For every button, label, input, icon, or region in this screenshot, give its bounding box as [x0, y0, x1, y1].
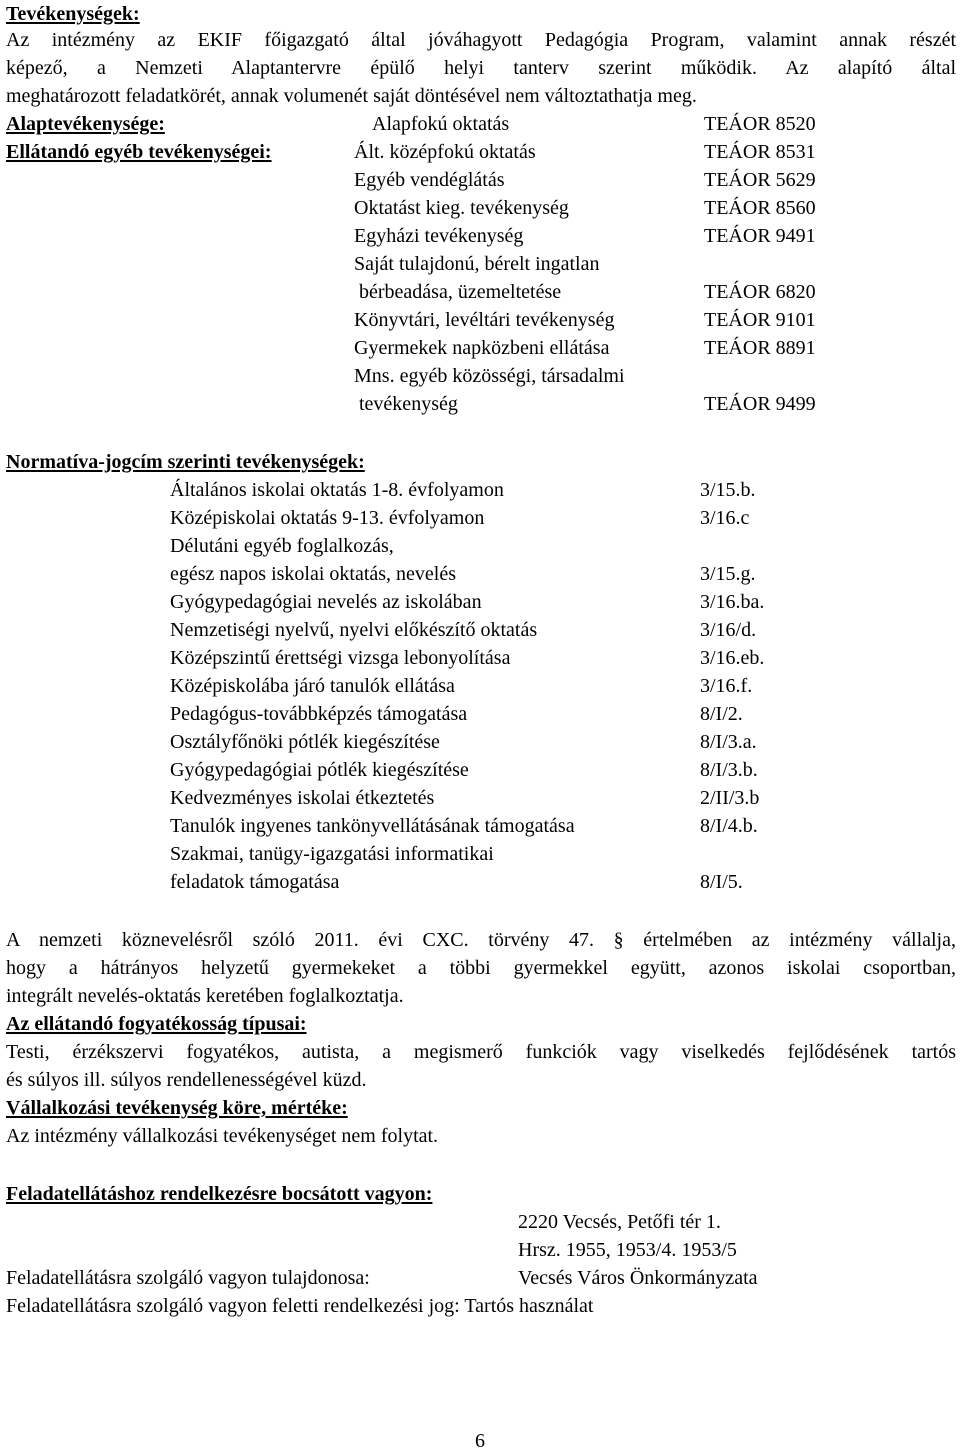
- other-activities-label: Ellátandó egyéb tevékenységei:: [6, 141, 272, 163]
- normativa-item-name: Délutáni egyéb foglalkozás,: [170, 535, 394, 557]
- business-heading: Vállalkozási tevékenység köre, mértéke:: [6, 1097, 348, 1119]
- activity-code: TEÁOR 8560: [704, 197, 816, 219]
- normativa-item-code: 3/15.b.: [700, 479, 756, 501]
- activity-name: Mns. egyéb közösségi, társadalmi: [354, 365, 625, 387]
- normativa-item-name: Osztályfőnöki pótlék kiegészítése: [170, 731, 440, 753]
- normativa-item-name: Tanulók ingyenes tankönyvellátásának támogatása: [170, 815, 575, 837]
- normativa-item-name-cont: egész napos iskolai oktatás, nevelés: [170, 563, 457, 585]
- intro-line-1: Az intézmény az EKIF főigazgató által jóváhagyott Pedagógia Program, valamint annak részét: [6, 29, 956, 51]
- intro-line-2: képező, a Nemzeti Alaptantervre épülő helyi tanterv szerint működik. Az alapító által: [6, 57, 956, 79]
- normativa-item-name: Kedvezményes iskolai étkeztetés: [170, 787, 435, 809]
- normativa-item-code: 8/I/2.: [700, 703, 743, 725]
- activity-code: TEÁOR 6820: [704, 281, 816, 303]
- normativa-item-name: Szakmai, tanügy-igazgatási informatikai: [170, 843, 494, 865]
- activity-name: Egyéb vendéglátás: [354, 169, 505, 191]
- activity-code: TEÁOR 9499: [704, 393, 816, 415]
- activity-code: TEÁOR 8891: [704, 337, 816, 359]
- activity-name: Saját tulajdonú, bérelt ingatlan: [354, 253, 600, 275]
- assets-address: 2220 Vecsés, Petőfi tér 1.: [518, 1211, 721, 1233]
- normativa-item-code: 3/16.c: [700, 507, 750, 529]
- normativa-item-name: Általános iskolai oktatás 1-8. évfolyamon: [170, 479, 504, 501]
- assets-heading: Feladatellátáshoz rendelkezésre bocsátott vagyon:: [6, 1183, 433, 1205]
- activity-code: TEÁOR 9101: [704, 309, 816, 331]
- normativa-heading: Normatíva-jogcím szerinti tevékenységek:: [6, 451, 365, 473]
- normativa-item-code: 3/16.eb.: [700, 647, 765, 669]
- main-activity-code: TEÁOR 8520: [704, 113, 816, 135]
- activity-name: Oktatást kieg. tevékenység: [354, 197, 569, 219]
- normativa-item-code: 3/16.f.: [700, 675, 753, 697]
- normativa-item-code: 8/I/3.b.: [700, 759, 758, 781]
- activity-name-cont: tevékenység: [354, 393, 458, 415]
- normativa-item-name: Pedagógus-továbbképzés támogatása: [170, 703, 468, 725]
- disability-line-1: Testi, érzékszervi fogyatékos, autista, a megismerő funkciók vagy viselkedés fejlődésének tartós: [6, 1041, 956, 1063]
- activity-code: TEÁOR 5629: [704, 169, 816, 191]
- section-heading-activities: Tevékenységek:: [6, 3, 140, 25]
- normativa-item-code: 8/I/5.: [700, 871, 743, 893]
- business-text: Az intézmény vállalkozási tevékenységet nem folytat.: [6, 1125, 439, 1147]
- assets-owner-value: Vecsés Város Önkormányzata: [518, 1267, 758, 1289]
- disability-line-2: és súlyos ill. súlyos rendellenességével küzd.: [6, 1069, 367, 1091]
- assets-owner-label: Feladatellátásra szolgáló vagyon tulajdonosa:: [6, 1267, 370, 1289]
- intro-line-3: meghatározott feladatkörét, annak volumenét saját döntésével nem változtathatja meg.: [6, 85, 697, 107]
- normativa-item-name: Nemzetiségi nyelvű, nyelvi előkészítő oktatás: [170, 619, 538, 641]
- assets-right-line: Feladatellátásra szolgáló vagyon feletti rendelkezési jog: Tartós használat: [6, 1295, 594, 1317]
- integration-line-2: hogy a hátrányos helyzetű gyermekeket a többi gyermekkel együtt, azonos iskolai csoportban,: [6, 957, 956, 979]
- normativa-item-code: 3/16/d.: [700, 619, 757, 641]
- integration-line-3: integrált nevelés-oktatás keretében foglalkoztatja.: [6, 985, 404, 1007]
- normativa-item-code: 8/I/4.b.: [700, 815, 758, 837]
- assets-hrsz: Hrsz. 1955, 1953/4. 1953/5: [518, 1239, 737, 1261]
- normativa-item-name-cont: feladatok támogatása: [170, 871, 340, 893]
- normativa-item-name: Gyógypedagógiai nevelés az iskolában: [170, 591, 482, 613]
- normativa-item-code: 3/16.ba.: [700, 591, 765, 613]
- activity-name: Ált. középfokú oktatás: [354, 141, 536, 163]
- normativa-item-name: Középszintű érettségi vizsga lebonyolítása: [170, 647, 511, 669]
- normativa-item-code: 8/I/3.a.: [700, 731, 757, 753]
- activity-name: Gyermekek napközbeni ellátása: [354, 337, 610, 359]
- activity-code: TEÁOR 9491: [704, 225, 816, 247]
- normativa-item-code: 2/II/3.b: [700, 787, 760, 809]
- page-number: 6: [475, 1430, 485, 1452]
- main-activity-label: Alaptevékenysége:: [6, 113, 165, 135]
- disability-heading: Az ellátandó fogyatékosság típusai:: [6, 1013, 307, 1035]
- normativa-item-name: Középiskolai oktatás 9-13. évfolyamon: [170, 507, 485, 529]
- normativa-item-name: Középiskolába járó tanulók ellátása: [170, 675, 455, 697]
- integration-line-1: A nemzeti köznevelésről szóló 2011. évi CXC. törvény 47. § értelmében az intézmény vállalja,: [6, 929, 956, 951]
- activity-name-cont: bérbeadása, üzemeltetése: [354, 281, 562, 303]
- main-activity-name: Alapfokú oktatás: [372, 113, 510, 135]
- normativa-item-code: 3/15.g.: [700, 563, 756, 585]
- normativa-item-name: Gyógypedagógiai pótlék kiegészítése: [170, 759, 469, 781]
- activity-name: Egyházi tevékenység: [354, 225, 524, 247]
- activity-name: Könyvtári, levéltári tevékenység: [354, 309, 615, 331]
- activity-code: TEÁOR 8531: [704, 141, 816, 163]
